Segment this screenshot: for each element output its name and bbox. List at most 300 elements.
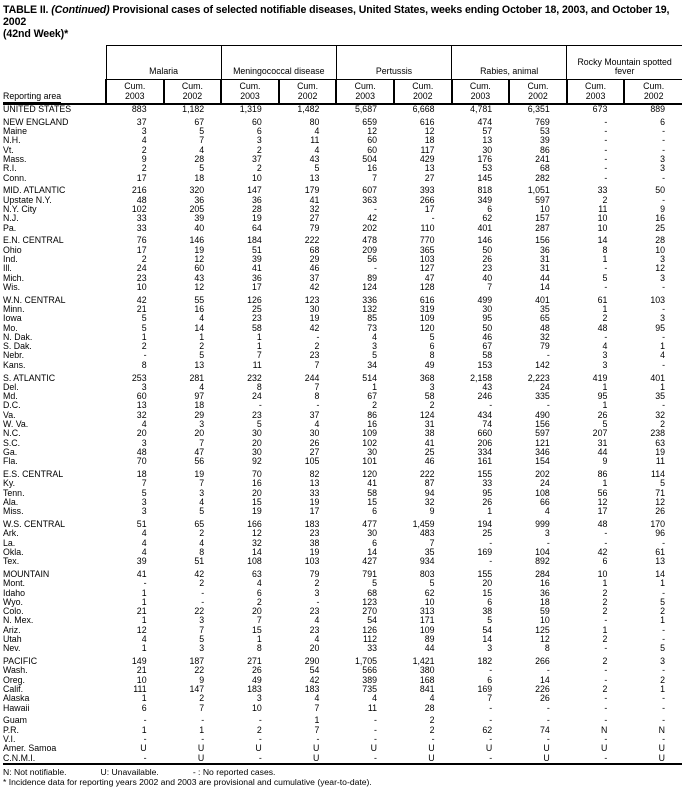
value-cell: - <box>662 537 665 548</box>
value-cell: 43 <box>194 272 205 283</box>
value-cell: 5 <box>429 331 435 342</box>
value-cell: 349 <box>477 194 493 205</box>
value-cell: 23 <box>136 272 147 283</box>
value-cell: 222 <box>304 235 320 246</box>
table-row <box>3 676 682 685</box>
value-cell: 14 <box>539 281 550 292</box>
value-cell: 4 <box>314 144 320 155</box>
value-cell: 20 <box>251 487 262 498</box>
value-cell: - <box>489 702 493 713</box>
value-cell: 1 <box>141 331 147 342</box>
value-cell: 30 <box>367 528 377 539</box>
value-cell: 79 <box>309 222 320 233</box>
value-cell: 117 <box>420 144 435 155</box>
table-row <box>3 255 682 264</box>
value-cell: 735 <box>362 684 377 695</box>
value-cell: 11 <box>598 203 608 214</box>
value-cell: 10 <box>136 674 147 685</box>
value-cell: 7 <box>314 702 320 713</box>
table-row <box>3 305 682 314</box>
value-cell: 33 <box>367 643 377 654</box>
value-cell: 1,051 <box>527 185 550 196</box>
value-cell: 42 <box>309 674 320 685</box>
value-cell: 71 <box>655 487 665 498</box>
reporting-area-cell: C.N.M.I. <box>3 752 36 763</box>
value-cell: 8 <box>141 359 147 370</box>
value-cell: 32 <box>309 203 320 214</box>
value-cell: 194 <box>477 518 493 529</box>
reporting-area-cell: La. <box>3 537 16 548</box>
reporting-area-cell: S.C. <box>3 437 21 448</box>
reporting-area-cell: Maine <box>3 126 27 137</box>
value-cell: 31 <box>424 419 435 429</box>
value-cell: 1 <box>372 381 377 392</box>
reporting-area-cell: Wash. <box>3 665 28 676</box>
value-cell: 17 <box>424 203 435 214</box>
reporting-area-cell: MOUNTAIN <box>3 568 50 579</box>
table-row <box>3 635 682 644</box>
group-header-pertussis: Pertussis <box>336 46 451 80</box>
table-row <box>3 351 682 360</box>
value-cell: - <box>604 674 608 685</box>
reporting-area-cell: Mich. <box>3 272 25 283</box>
value-cell: 474 <box>477 116 493 127</box>
value-cell: 4 <box>660 350 665 361</box>
reporting-area-cell: Va. <box>3 409 16 420</box>
value-cell: 103 <box>650 294 665 305</box>
value-cell: 149 <box>131 656 147 667</box>
table-title <box>3 4 680 40</box>
reporting-area-cell: P.R. <box>3 724 19 735</box>
value-cell: 155 <box>477 468 493 479</box>
value-cell: - <box>662 281 665 292</box>
value-cell: - <box>604 163 608 174</box>
value-cell: 33 <box>136 213 147 224</box>
table-row <box>3 370 682 383</box>
table-row <box>3 694 682 703</box>
value-cell: 51 <box>136 518 147 529</box>
value-cell: 12 <box>597 496 608 507</box>
value-cell: 51 <box>251 244 262 255</box>
value-cell: 14 <box>367 546 377 557</box>
value-cell: 10 <box>539 615 550 626</box>
value-cell: 7 <box>199 478 205 489</box>
value-cell: 82 <box>309 468 320 479</box>
reporting-area-cell: Oreg. <box>3 674 26 685</box>
value-cell: 6 <box>141 702 147 713</box>
value-cell: 14 <box>251 546 262 557</box>
value-cell: 46 <box>482 331 493 342</box>
value-cell: 41 <box>367 478 377 489</box>
col-header-cum-2003: Cum. 2003 <box>106 80 164 105</box>
value-cell: 33 <box>309 487 320 498</box>
incidence-note: * Incidence data for reporting years 2002 and 2003 are provisional and cumulative (year-to-date). <box>3 776 372 787</box>
value-cell: 5 <box>372 578 377 589</box>
value-cell: 483 <box>419 528 435 539</box>
reporting-area-cell: MID. ATLANTIC <box>3 185 66 196</box>
table-row <box>3 324 682 333</box>
table-row <box>3 607 682 616</box>
value-cell: 3 <box>660 313 665 324</box>
value-cell: 15 <box>251 624 262 635</box>
value-cell: 1 <box>660 615 665 626</box>
value-cell: 40 <box>482 272 493 283</box>
value-cell: 18 <box>136 468 147 479</box>
value-cell: 25 <box>251 303 262 314</box>
reporting-area-cell: Amer. Samoa <box>3 743 57 754</box>
value-cell: 42 <box>367 213 377 224</box>
value-cell: 9 <box>660 203 665 214</box>
value-cell: - <box>604 135 608 146</box>
value-cell: 5 <box>141 487 147 498</box>
value-cell: 125 <box>535 624 550 635</box>
value-cell: 7 <box>314 724 320 735</box>
value-cell: 1 <box>602 400 608 411</box>
reporting-area-cell: E.S. CENTRAL <box>3 468 64 479</box>
value-cell: 37 <box>251 153 262 164</box>
value-cell: 3 <box>199 615 205 626</box>
value-cell: 28 <box>251 203 262 214</box>
value-cell: 102 <box>131 203 147 214</box>
value-cell: 61 <box>597 294 608 305</box>
value-cell: 616 <box>419 116 435 127</box>
reporting-area-cell: W.N. CENTRAL <box>3 294 66 305</box>
value-cell: 6 <box>660 116 665 127</box>
value-cell: - <box>143 734 147 744</box>
value-cell: 4 <box>314 419 320 429</box>
value-cell: 36 <box>194 194 205 205</box>
value-cell: 13 <box>136 400 147 411</box>
value-cell: 2 <box>314 341 320 352</box>
value-cell: - <box>489 752 493 763</box>
value-cell: - <box>201 587 205 598</box>
table-row <box>3 411 682 420</box>
value-cell: 42 <box>597 546 608 557</box>
value-cell: 1,421 <box>412 656 435 667</box>
value-cell: 3 <box>660 253 665 264</box>
value-cell: 74 <box>482 419 493 429</box>
value-cell: 6 <box>602 556 608 567</box>
value-cell: 11 <box>367 702 377 713</box>
value-cell: 8 <box>429 350 435 361</box>
reporting-area-cell: W.S. CENTRAL <box>3 518 66 529</box>
value-cell: 380 <box>419 665 435 676</box>
value-cell: 9 <box>602 456 608 467</box>
value-cell: 2 <box>256 724 262 735</box>
value-cell: 13 <box>424 163 435 174</box>
value-cell: 21 <box>136 665 147 676</box>
value-cell: - <box>374 734 377 744</box>
value-cell: 23 <box>251 409 262 420</box>
value-cell: 22 <box>194 665 205 676</box>
table-row <box>3 616 682 625</box>
value-cell: - <box>546 734 550 744</box>
value-cell: 41 <box>251 263 262 274</box>
value-cell: 23 <box>251 313 262 324</box>
value-cell: 86 <box>539 144 550 155</box>
value-cell: 16 <box>251 478 262 489</box>
reporting-area-cell: Del. <box>3 381 19 392</box>
table-row <box>3 566 682 579</box>
value-cell: 2 <box>256 596 262 607</box>
table-row <box>3 713 682 726</box>
value-cell: 23 <box>309 528 320 539</box>
value-cell: 12 <box>655 263 665 274</box>
value-cell: 31 <box>539 263 550 274</box>
value-cell: 335 <box>535 391 550 402</box>
value-cell: 124 <box>362 281 377 292</box>
value-cell: 36 <box>251 194 262 205</box>
value-cell: 1 <box>141 693 147 704</box>
table-row <box>3 196 682 205</box>
value-cell: 4 <box>602 341 608 352</box>
value-cell: 7 <box>487 693 493 704</box>
value-cell: 19 <box>309 546 320 557</box>
value-cell: 8 <box>314 391 320 402</box>
value-cell: 110 <box>420 222 435 233</box>
value-cell: - <box>604 615 608 626</box>
value-cell: 47 <box>194 446 205 457</box>
value-cell: 336 <box>362 294 377 305</box>
value-cell: 2 <box>602 596 608 607</box>
value-cell: 27 <box>309 213 320 224</box>
value-cell: 346 <box>535 446 550 457</box>
value-cell: 5 <box>141 322 147 333</box>
value-cell: 7 <box>256 615 262 626</box>
value-cell: 13 <box>309 478 320 489</box>
value-cell: 2 <box>199 341 205 352</box>
value-cell: 147 <box>247 185 262 196</box>
reporting-area-cell: Ala. <box>3 496 19 507</box>
value-cell: - <box>316 734 320 744</box>
value-cell: 36 <box>539 587 550 598</box>
value-cell: 179 <box>304 185 320 196</box>
value-cell: 5 <box>487 615 493 626</box>
value-cell: 12 <box>655 496 665 507</box>
value-cell: 3 <box>199 419 205 429</box>
value-cell: 23 <box>482 263 493 274</box>
reporting-area-cell: N. Dak. <box>3 331 33 342</box>
value-cell: 363 <box>362 194 377 205</box>
value-cell: 4 <box>314 126 320 137</box>
value-cell: - <box>316 596 320 607</box>
value-cell: 266 <box>419 194 435 205</box>
value-cell: 30 <box>309 428 320 439</box>
value-cell: 156 <box>535 419 550 429</box>
value-cell: 14 <box>597 235 608 246</box>
value-cell: 48 <box>597 322 608 333</box>
value-cell: 2 <box>429 400 435 411</box>
table-row <box>3 457 682 466</box>
value-cell: 207 <box>592 428 608 439</box>
value-cell: 37 <box>136 116 147 127</box>
table-row <box>3 448 682 457</box>
reporting-area-label: Reporting area <box>3 91 62 101</box>
value-cell: 3 <box>199 643 205 654</box>
value-cell: 26 <box>539 693 550 704</box>
value-cell: 126 <box>362 624 377 635</box>
reporting-area-cell: Utah <box>3 634 22 645</box>
value-cell: 8 <box>602 244 608 255</box>
value-cell: - <box>604 172 608 183</box>
value-cell: 50 <box>482 322 493 333</box>
value-cell: 41 <box>136 568 147 579</box>
value-cell: 109 <box>419 624 435 635</box>
value-cell: 60 <box>136 391 147 402</box>
value-cell: - <box>374 752 377 763</box>
value-cell: - <box>201 596 205 607</box>
value-cell: 30 <box>251 428 262 439</box>
value-cell: 3 <box>429 381 435 392</box>
value-cell: 33 <box>597 185 608 196</box>
value-cell: 62 <box>424 587 435 598</box>
reporting-area-cell: Guam <box>3 715 27 726</box>
value-cell: 7 <box>199 624 205 635</box>
value-cell: 8 <box>199 546 205 557</box>
reporting-area-cell: W. Va. <box>3 419 29 429</box>
value-cell: 4 <box>199 537 205 548</box>
value-cell: 14 <box>194 322 205 333</box>
value-cell: 3 <box>141 437 147 448</box>
value-cell: 170 <box>650 518 665 529</box>
value-cell: 5 <box>199 126 205 137</box>
value-cell: 39 <box>251 253 262 264</box>
value-cell: 19 <box>309 496 320 507</box>
value-cell: 4 <box>199 496 205 507</box>
value-cell: 889 <box>650 104 665 114</box>
value-cell: 33 <box>482 478 493 489</box>
value-cell: 32 <box>136 409 147 420</box>
value-cell: 14 <box>655 568 665 579</box>
value-cell: 145 <box>477 172 493 183</box>
value-cell: - <box>662 194 665 205</box>
value-cell: 35 <box>424 546 435 557</box>
value-cell: 607 <box>362 185 377 196</box>
value-cell: U <box>485 743 493 754</box>
value-cell: 21 <box>136 303 147 314</box>
value-cell: 182 <box>477 656 493 667</box>
reporting-area-cell: N.C. <box>3 428 21 439</box>
value-cell: 1 <box>141 643 147 654</box>
value-cell: 499 <box>477 294 493 305</box>
value-cell: 673 <box>592 104 608 114</box>
value-cell: - <box>604 702 608 713</box>
value-cell: 20 <box>251 606 262 617</box>
value-cell: 48 <box>597 518 608 529</box>
value-cell: 18 <box>424 135 435 146</box>
table-row <box>3 174 682 183</box>
value-cell: 7 <box>429 537 435 548</box>
value-cell: 5 <box>199 350 205 361</box>
value-cell: 103 <box>419 253 435 264</box>
value-cell: 3 <box>660 153 665 164</box>
value-cell: - <box>374 263 377 274</box>
value-cell: 3 <box>314 587 320 598</box>
table-row <box>3 314 682 323</box>
value-cell: 56 <box>194 456 205 467</box>
value-cell: 6,668 <box>412 104 435 114</box>
value-cell: 120 <box>419 322 435 333</box>
value-cell: 271 <box>247 656 262 667</box>
reporting-area-cell: Ariz. <box>3 624 21 635</box>
value-cell: 2 <box>602 656 608 667</box>
value-cell: 320 <box>189 185 205 196</box>
value-cell: 841 <box>419 684 435 695</box>
value-cell: 30 <box>482 144 493 155</box>
table-row <box>3 183 682 196</box>
value-cell: 5 <box>660 643 665 654</box>
value-cell: U <box>601 743 608 754</box>
value-cell: 157 <box>535 213 550 224</box>
reporting-area-cell: UNITED STATES <box>3 104 72 114</box>
value-cell: 282 <box>535 172 550 183</box>
reporting-area-cell: Iowa <box>3 313 22 324</box>
value-cell: - <box>489 715 493 726</box>
value-cell: 112 <box>362 634 377 645</box>
value-cell: - <box>604 528 608 539</box>
value-cell: 246 <box>477 391 493 402</box>
value-cell: 8 <box>256 381 262 392</box>
table-row <box>3 507 682 516</box>
value-cell: 209 <box>362 244 377 255</box>
value-cell: 70 <box>136 456 147 467</box>
value-cell: 4 <box>199 313 205 324</box>
value-cell: - <box>604 116 608 127</box>
value-cell: 287 <box>535 222 550 233</box>
value-cell: 128 <box>419 281 435 292</box>
value-cell: 241 <box>535 153 550 164</box>
value-cell: 3 <box>602 359 608 370</box>
value-cell: 490 <box>535 409 550 420</box>
value-cell: 32 <box>251 537 262 548</box>
value-cell: 368 <box>419 372 435 383</box>
value-cell: U <box>428 752 435 763</box>
value-cell: 12 <box>424 126 435 137</box>
reporting-area-cell: Nev. <box>3 643 21 654</box>
value-cell: 124 <box>419 409 435 420</box>
value-cell: 883 <box>131 104 147 114</box>
value-cell: 96 <box>655 528 665 539</box>
value-cell: 206 <box>477 437 493 448</box>
value-cell: 35 <box>539 303 550 314</box>
value-cell: - <box>662 587 665 598</box>
value-cell: 37 <box>309 409 320 420</box>
value-cell: 7 <box>199 135 205 146</box>
value-cell: 284 <box>535 568 550 579</box>
value-cell: 2,158 <box>470 372 493 383</box>
value-cell: 127 <box>419 263 435 274</box>
value-cell: 1,459 <box>412 518 435 529</box>
value-cell: 30 <box>367 446 377 457</box>
value-cell: 6 <box>487 674 493 685</box>
value-cell: 86 <box>597 468 608 479</box>
reporting-area-cell: S. ATLANTIC <box>3 372 56 383</box>
value-cell: 3 <box>487 643 493 654</box>
value-cell: 5,687 <box>354 104 377 114</box>
value-cell: 791 <box>362 568 377 579</box>
value-cell: 17 <box>251 281 262 292</box>
value-cell: 2 <box>314 578 320 589</box>
value-cell: - <box>374 715 377 726</box>
value-cell: 23 <box>309 606 320 617</box>
value-cell: 19 <box>309 313 320 324</box>
value-cell: 6 <box>256 126 262 137</box>
value-cell: 24 <box>539 381 550 392</box>
value-cell: 2 <box>602 634 608 645</box>
reporting-area-cell: Wyo. <box>3 596 23 607</box>
value-cell: 16 <box>539 578 550 589</box>
value-cell: 79 <box>309 568 320 579</box>
